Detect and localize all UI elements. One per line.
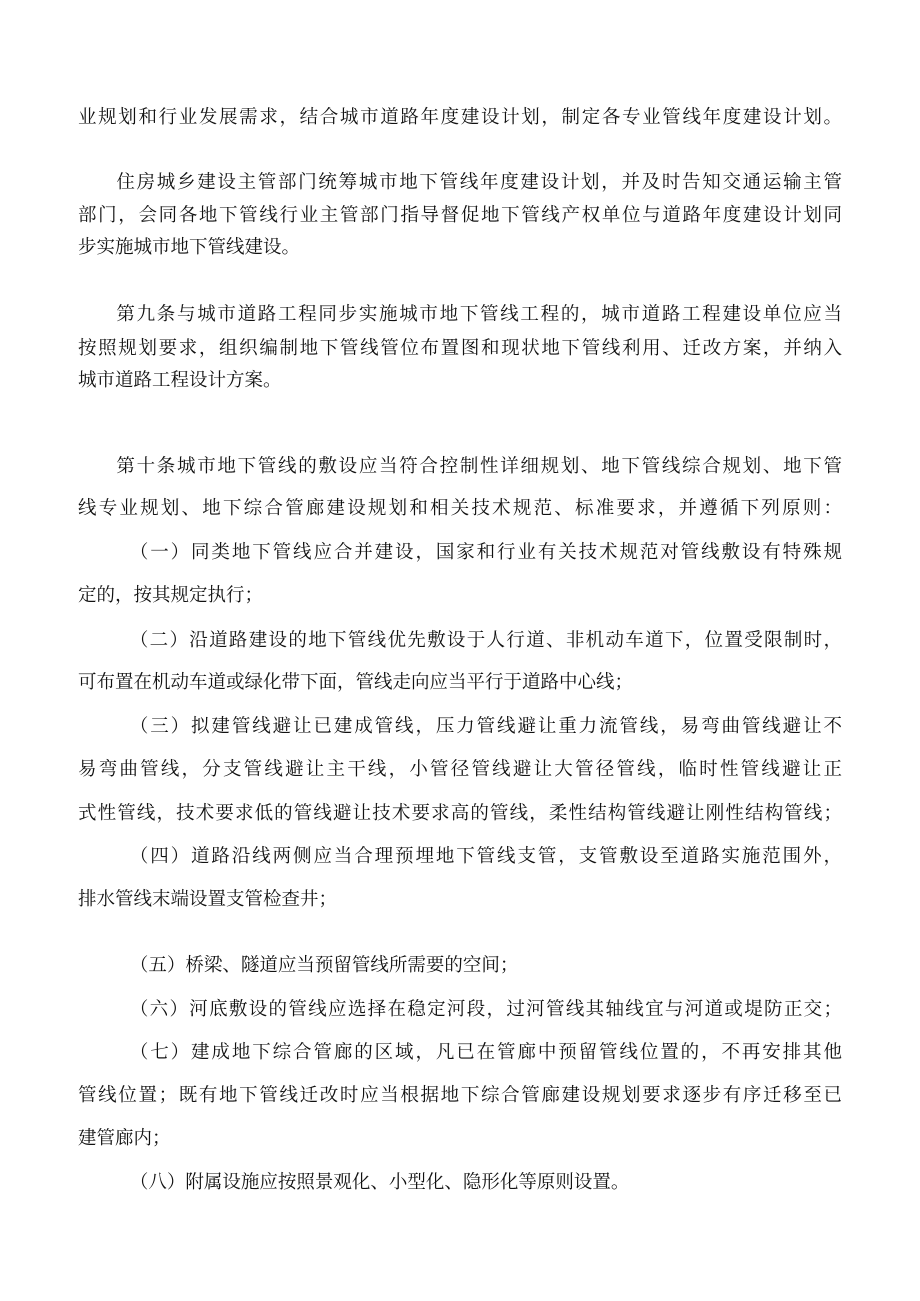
text-line: 建管廊内； — [78, 1128, 171, 1149]
text-line: 线专业规划、地下综合管廊建设规划和相关技术规范、标准要求，并遵循下列原则： — [78, 498, 842, 519]
text-line: 城市道路工程设计方案。 — [78, 370, 282, 391]
text-line: （八）附属设施应按照景观化、小型化、隐形化等原则设置。 — [129, 1172, 630, 1193]
text-line: （六）河底敷设的管线应选择在稳定河段，过河管线其轴线宜与河道或堤防正交； — [129, 999, 842, 1020]
text-line: （三）拟建管线避让已建成管线，压力管线避让重力流管线，易弯曲管线避让不 — [129, 716, 842, 737]
text-line: 可布置在机动车道或绿化带下面，管线走向应当平行于道路中心线； — [78, 672, 634, 693]
text-line: 式性管线，技术要求低的管线避让技术要求高的管线，柔性结构管线避让刚性结构管线； — [78, 803, 842, 824]
text-line: 管线位置；既有地下管线迁改时应当根据地下综合管廊建设规划要求逐步有序迁移至已 — [78, 1085, 842, 1106]
text-line: （五）桥梁、隧道应当预留管线所需要的空间； — [129, 955, 519, 976]
text-line: 步实施城市地下管线建设。 — [78, 237, 301, 258]
text-line: 业规划和行业发展需求，结合城市道路年度建设计划，制定各专业管线年度建设计划。 — [78, 107, 842, 128]
text-line: 排水管线末端设置支管检查井； — [78, 889, 338, 910]
text-line: 住房城乡建设主管部门统筹城市地下管线年度建设计划，并及时告知交通运输主管 — [116, 172, 842, 193]
text-line: （四）道路沿线两侧应当合理预埋地下管线支管，支管敷设至道路实施范围外， — [129, 846, 842, 867]
text-line: （一）同类地下管线应合并建设，国家和行业有关技术规范对管线敷设有特殊规 — [129, 542, 842, 563]
text-line: 易弯曲管线，分支管线避让主干线，小管径管线避让大管径管线，临时性管线避让正 — [78, 759, 842, 780]
text-line: 按照规划要求，组织编制地下管线管位布置图和现状地下管线利用、迁改方案，并纳入 — [78, 338, 842, 359]
text-line: 定的，按其规定执行； — [78, 585, 264, 606]
text-line: 第九条与城市道路工程同步实施城市地下管线工程的，城市道路工程建设单位应当 — [116, 304, 842, 325]
text-line: （七）建成地下综合管廊的区域，凡已在管廊中预留管线位置的，不再安排其他 — [129, 1042, 842, 1063]
text-line: 部门，会同各地下管线行业主管部门指导督促地下管线产权单位与道路年度建设计划同 — [78, 205, 842, 226]
text-line: （二）沿道路建设的地下管线优先敷设于人行道、非机动车道下，位置受限制时， — [129, 630, 842, 651]
text-line: 第十条城市地下管线的敷设应当符合控制性详细规划、地下管线综合规划、地下管 — [116, 456, 842, 477]
